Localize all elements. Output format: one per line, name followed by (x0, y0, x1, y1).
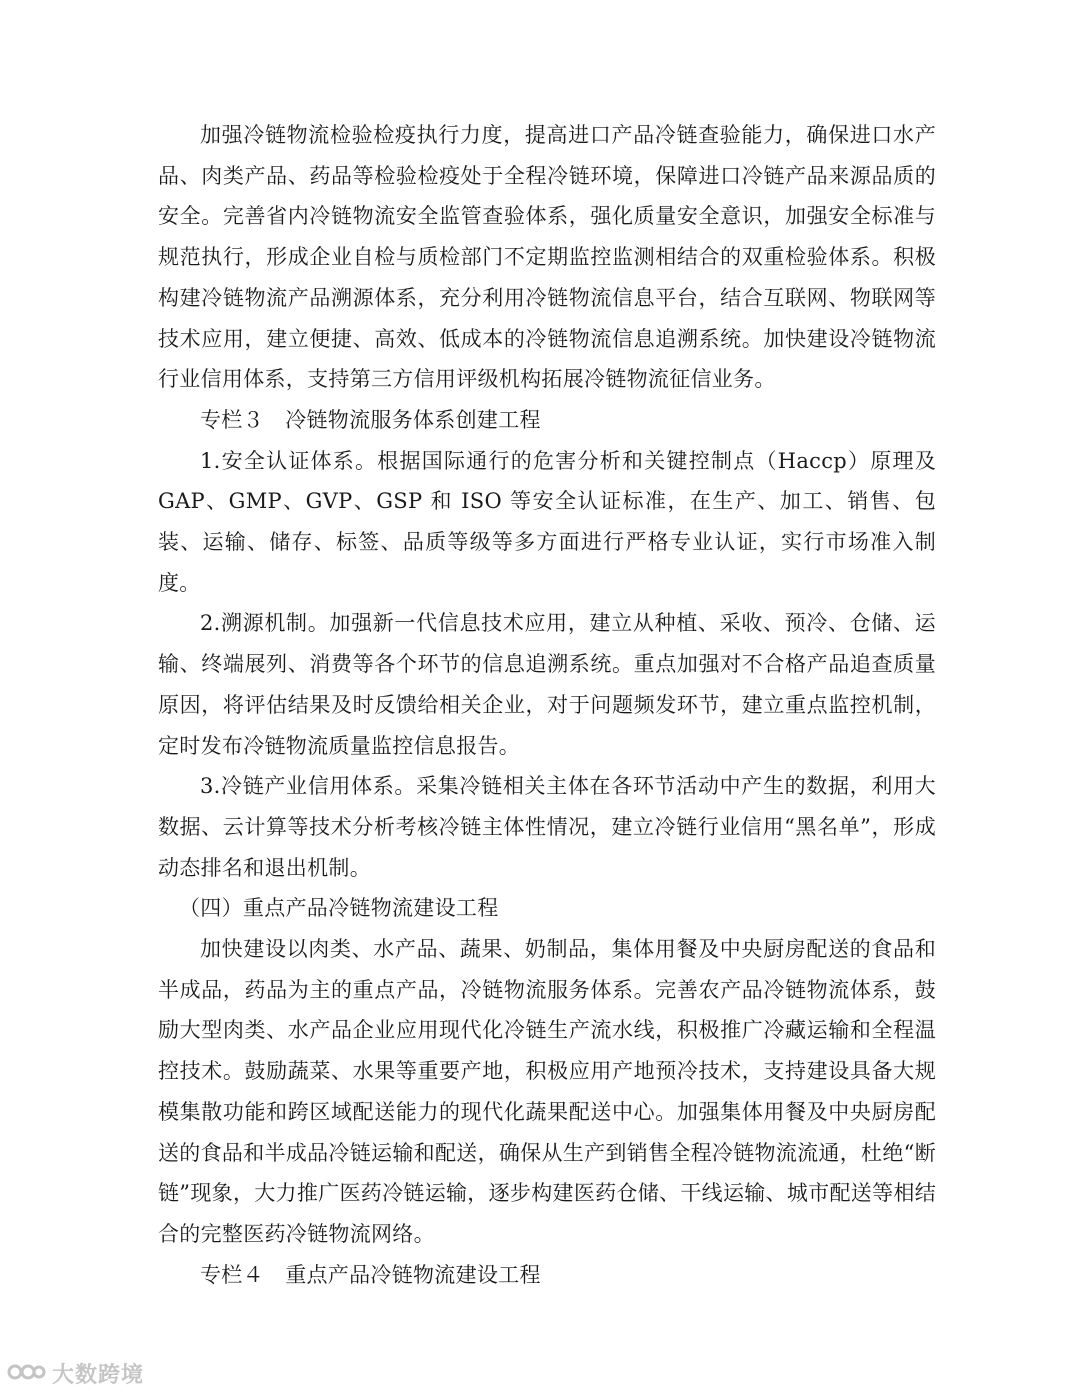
column-4-title: 专栏４ 重点产品冷链物流建设工程 (200, 1262, 541, 1287)
paragraph-traceability: 2.溯源机制。加强新一代信息技术应用，建立从种植、采收、预冷、仓储、运输、终端展列、消费等各个环节的信息追溯系统。重点加强对不合格产品追查质量原因，将评估结果及时反馈给相关企业，对于问题频发环节，建立重点监控机制，定时发布冷链物流质量监控信息报告。 (158, 611, 936, 758)
watermark (6, 1356, 144, 1390)
brand-logo-icon (6, 1358, 46, 1388)
column-3-title: 专栏３ 冷链物流服务体系创建工程 (200, 407, 541, 432)
paragraph-safety-certification: 1.安全认证体系。根据国际通行的危害分析和关键控制点（Haccp）原理及 GAP、GMP、GVP、GSP 和 ISO 等安全认证标准，在生产、加工、销售、包装、运输、储存、标签、品质等级等多方面进行严格专业认证，实行市场准入制度。 (158, 448, 936, 595)
watermark-text: 大数跨境 (52, 1362, 145, 1388)
paragraph-key-products: 加快建设以肉类、水产品、蔬果、奶制品，集体用餐及中央厨房配送的食品和半成品，药品为主的重点产品，冷链物流服务体系。完善农产品冷链物流体系，鼓励大型肉类、水产品企业应用现代化冷链生产流水线，积极推广冷藏运输和全程温控技术。鼓励蔬菜、水果等重要产地，积极应用产地预冷技术，支持建设具备大规模集散功能和跨区域配送能力的现代化蔬果配送中心。加强集体用餐及中央厨房配送的食品和半成品冷链运输和配送，确保从生产到销售全程冷链物流流通，杜绝“断链”现象，大力推广医药冷链运输，逐步构建医药仓储、干线运输、城市配送等相结合的完整医药冷链物流网络。 (158, 937, 936, 1246)
paragraph-credit-system: 3.冷链产业信用体系。采集冷链相关主体在各环节活动中产生的数据，利用大数据、云计算等技术分析考核冷链主体性情况，建立冷链行业信用“黑名单”，形成动态排名和退出机制。 (158, 774, 936, 880)
paragraph-inspection: 加强冷链物流检验检疫执行力度，提高进口产品冷链查验能力，确保进口水产品、肉类产品、药品等检验检疫处于全程冷链环境，保障进口冷链产品来源品质的安全。完善省内冷链物流安全监管查验体系，强化质量安全意识，加强安全标准与规范执行，形成企业自检与质检部门不定期监控监测相结合的双重检验体系。积极构建冷链物流产品溯源体系，充分利用冷链物流信息平台，结合互联网、物联网等技术应用，建立便捷、高效、低成本的冷链物流信息追溯系统。加快建设冷链物流行业信用体系，支持第三方信用评级机构拓展冷链物流征信业务。 (158, 123, 936, 392)
document-body (158, 115, 936, 1295)
section-4-heading: （四）重点产品冷链物流建设工程 (179, 896, 499, 921)
